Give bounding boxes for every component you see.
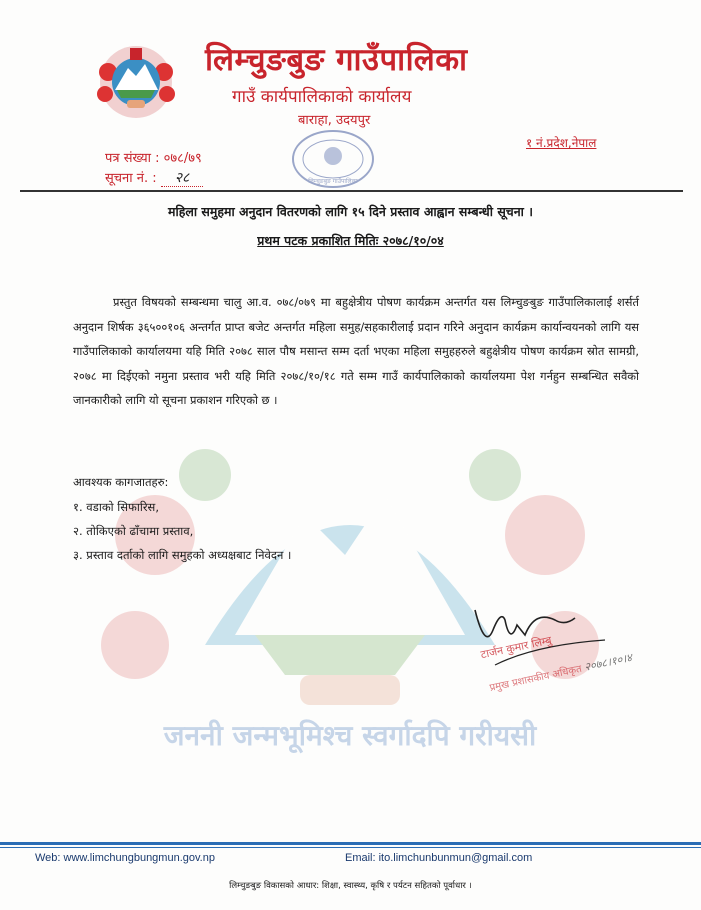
notice-number: २८ <box>161 170 204 187</box>
reference-number: पत्र संख्या : ०७८/७९ <box>105 151 202 166</box>
footer-divider <box>0 842 701 845</box>
email-link[interactable]: Email: ito.limchunbunmun@gmail.com <box>345 852 533 864</box>
requirement-item: ३. प्रस्ताव दर्ताको लागि समुहको अध्यक्षबाट निवेदन । <box>73 548 292 562</box>
website-link[interactable]: Web: www.limchungbungmun.gov.np <box>35 852 215 864</box>
signature-date: २०७८।१०।४ <box>583 651 634 674</box>
nepal-emblem-icon <box>93 42 179 122</box>
notice-paragraph: प्रस्तुत विषयको सम्बन्धमा चालु आ.व. ०७८/०७९ मा बहुक्षेत्रीय पोषण कार्यक्रम अन्तर्गत यस लिम्चुङबुङ गाउँपालिकालाई शर्सर्त अनुदान शिर्षक ३६५००१०६ अन्तर्गत प्राप्त बजेट अन्तर्गत महिला समुह/सहकारीलाई प्रदान गरिने अनुदान कार्यक्रम कार्यान्वयनको लागि यस गाउँपालिकाको कार्यालयमा यहि मिति २०७८ साल पौष मसान्त सम्म दर्ता भएका महिला समुहहरुले बहुक्षेत्रीय पोषण कार्यक्रम स्रोत सामग्री, २०७८ मा दिईएको नमुना प्रस्ताव भरी यहि मिति २०७८/१०/१८ गते सम्म गाउँ कार्यपालिकाको कार्यालयमा पेश गर्नहुन सम्बन्धित सवैको जानकारीको लागि यो सूचना प्रकाशन गरिएको छ । <box>73 295 639 407</box>
requirement-item: १. वडाको सिफारिस, <box>73 500 159 514</box>
publication-date-row <box>0 232 701 249</box>
publication-date: प्रथम पटक प्रकाशित मितिः २०७८/१०/०४ <box>257 233 444 248</box>
stamp-text: लिम्चुङबुङ गाउँपालिका <box>308 178 358 185</box>
notice-body <box>73 290 639 413</box>
notice-subject: महिला समुहमा अनुदान वितरणको लागि १५ दिने प्रस्ताव आह्वान सम्बन्धी सूचना । <box>168 204 533 219</box>
header-divider <box>20 190 683 192</box>
office-name: लिम्चुङबुङ गाउँपालिका <box>205 42 468 78</box>
watermark-motto: जननी जन्मभूमिश्च स्वर्गादपि गरीयसी <box>163 719 537 752</box>
watermark-emblem <box>95 385 605 765</box>
signatory-title-text: प्रमुख प्रशासकीय अधिकृत <box>488 663 583 694</box>
province-label: १ नं.प्रदेश,नेपाल <box>526 136 597 150</box>
signatory-name-text: टार्जन कुमार लिम्बु <box>479 633 553 662</box>
requirement-item: २. तोकिएको ढाँचामा प्रस्ताव, <box>73 524 194 538</box>
notice-number-row <box>105 168 203 187</box>
office-address: बाराहा, उदयपुर <box>298 113 371 128</box>
office-stamp-icon <box>290 128 376 190</box>
footer-divider-thin <box>0 847 701 848</box>
requirements-title: आवश्यक कागजातहरु: <box>73 475 169 489</box>
notice-label: सूचना नं. : <box>105 171 157 186</box>
office-subtitle: गाउँ कार्यपालिकाको कार्यालय <box>232 87 412 107</box>
footer-tagline: लिम्चुङबुङ विकासको आधार: शिक्षा, स्वास्थ्य, कृषि र पर्यटन सहितको पूर्वाधार । <box>229 881 472 891</box>
